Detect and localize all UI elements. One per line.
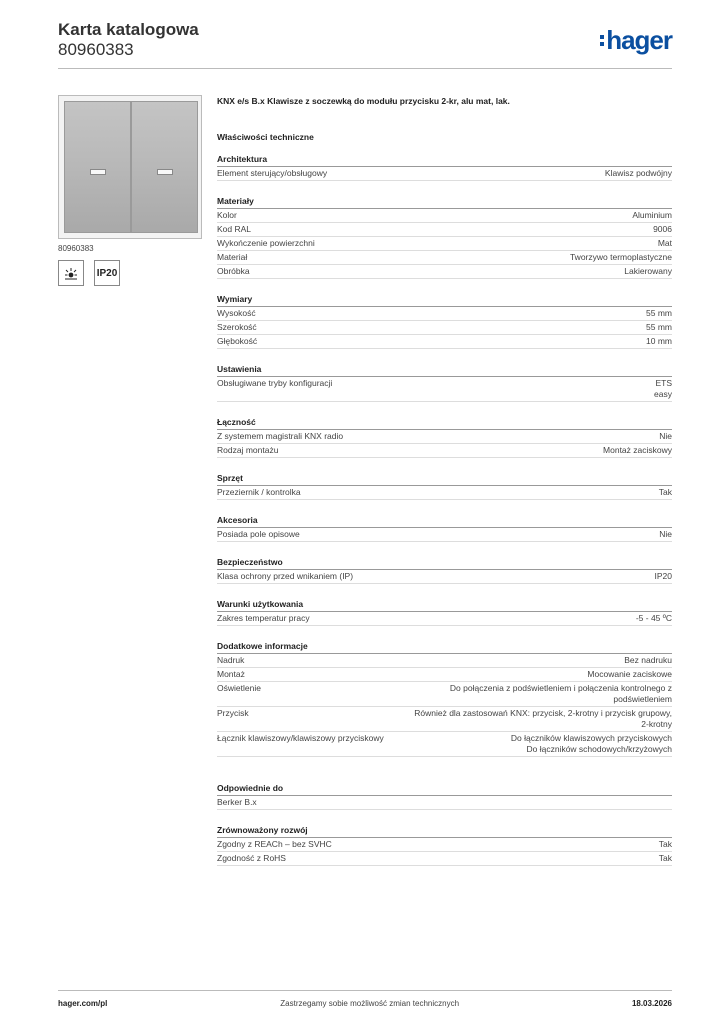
spec-value (624, 655, 672, 666)
spec-value-line: 9006 (653, 224, 672, 234)
spec-row (217, 838, 672, 852)
spec-value-line: 10 mm (646, 336, 672, 346)
image-code: 80960383 (58, 244, 94, 253)
spec-row (217, 251, 672, 265)
section-title: Bezpieczeństwo (217, 557, 672, 570)
spec-value-line: Tworzywo termoplastyczne (569, 252, 672, 262)
spec-value-line: easy (654, 389, 672, 399)
section-title: Dodatkowe informacje (217, 641, 672, 654)
spec-value-line: Do łączników klawiszowych przyciskowych (510, 733, 672, 743)
ip20-badge: IP20 (94, 260, 120, 286)
spec-section (217, 294, 672, 349)
spec-label: Rodzaj montażu (217, 445, 279, 455)
spec-value (511, 733, 672, 755)
spec-value-line: Również dla zastosowań KNX: przycisk, 2-krotny i przycisk grupowy, 2-krotny (414, 708, 672, 729)
logo-text: hager (606, 25, 672, 55)
spec-value (646, 308, 672, 319)
spec-value (605, 168, 672, 179)
spec-value (603, 445, 672, 456)
rocker-left (64, 101, 131, 233)
section-title: Materiały (217, 196, 672, 209)
footer-date: 18.03.2026 (631, 999, 672, 1008)
spec-value (659, 431, 672, 442)
spec-row (217, 612, 672, 626)
spec-label: Kod RAL (217, 224, 252, 234)
spec-label: Element sterujący/obsługowy (217, 168, 328, 178)
spec-value (632, 210, 672, 221)
spec-value-line: Nie (659, 431, 672, 441)
footer-website: hager.com/pl (58, 999, 108, 1008)
spec-value-line: Mocowanie zaciskowe (587, 669, 672, 679)
spec-row (217, 654, 672, 668)
spec-value (654, 378, 672, 400)
section-title: Zrównoważony rozwój (217, 825, 672, 838)
section-title: Ustawienia (217, 364, 672, 377)
spec-value (653, 224, 672, 235)
sustainability-section (217, 825, 672, 866)
spec-label: Wysokość (217, 308, 256, 318)
spec-row (217, 167, 672, 181)
spec-row (217, 444, 672, 458)
spec-value (412, 708, 672, 730)
spec-row (217, 796, 672, 810)
spec-value-line: Do łączników schodowych/krzyżowych (526, 744, 672, 754)
spec-label: Oświetlenie (217, 683, 261, 693)
spec-label: Klasa ochrony przed wnikaniem (IP) (217, 571, 354, 581)
spec-value-line: ETS (655, 378, 672, 388)
spec-value-line: Tak (658, 487, 672, 497)
product-description: KNX e/s B.x Klawisze z soczewką do modułu przycisku 2-kr, alu mat, lak. (217, 96, 510, 106)
spec-row (217, 430, 672, 444)
light-indicator-icon (58, 260, 84, 286)
spec-row (217, 668, 672, 682)
section-title: Warunki użytkowania (217, 599, 672, 612)
spec-label: Zgodność z RoHS (217, 853, 286, 863)
footer-disclaimer: Zastrzegamy sobie możliwość zmian technicznych (280, 999, 460, 1008)
spec-label: Nadruk (217, 655, 245, 665)
section-title: Architektura (217, 154, 672, 167)
spec-section (217, 154, 672, 181)
spec-row (217, 265, 672, 279)
spec-row (217, 321, 672, 335)
spec-label: Obróbka (217, 266, 250, 276)
section-title: Łączność (217, 417, 672, 430)
spec-row (217, 707, 672, 732)
spec-row (217, 852, 672, 866)
spec-row (217, 335, 672, 349)
spec-value (646, 336, 672, 347)
spec-label: Wykończenie powierzchni (217, 238, 315, 248)
spec-value-line: Aluminium (632, 210, 672, 220)
product-number: 80960383 (58, 40, 134, 59)
spec-row (217, 237, 672, 251)
spec-value-line: Montaż zaciskowy (603, 445, 672, 455)
spec-label: Posiada pole opisowe (217, 529, 300, 539)
spec-section (217, 364, 672, 402)
document-header (58, 20, 199, 60)
section-title: Akcesoria (217, 515, 672, 528)
spec-value (655, 571, 673, 582)
spec-label: Kolor (217, 210, 237, 220)
spec-section (217, 641, 672, 757)
hager-logo (600, 26, 672, 54)
spec-column (217, 95, 672, 866)
lens (157, 169, 173, 175)
spec-value-line: Bez nadruku (624, 655, 672, 665)
spec-value (570, 252, 672, 263)
rocker-right (131, 101, 198, 233)
suitable-section (217, 783, 672, 810)
spec-row (217, 486, 672, 500)
page-footer (58, 990, 672, 1008)
spec-label: Materiał (217, 252, 248, 262)
spec-value (412, 683, 672, 705)
logo-dots-icon (600, 35, 604, 46)
spec-section (217, 473, 672, 500)
spec-value-line: Klawisz podwójny (604, 168, 672, 178)
spec-label: Zgodny z REACh – bez SVHC (217, 839, 332, 849)
spec-section (217, 557, 672, 584)
lens (90, 169, 106, 175)
document-title: Karta katalogowa (58, 20, 199, 39)
section-title: Wymiary (217, 294, 672, 307)
spec-section (217, 599, 672, 626)
spec-section (217, 515, 672, 542)
spec-label: Przycisk (217, 708, 249, 718)
spec-value-line: IP20 (654, 571, 672, 581)
section-title: Odpowiednie do (217, 783, 672, 796)
spec-value: Tak (658, 853, 672, 863)
spec-label: Z systemem magistrali KNX radio (217, 431, 344, 441)
spec-row (217, 732, 672, 757)
spec-row (217, 682, 672, 707)
product-image (58, 95, 202, 239)
spec-value (636, 613, 672, 624)
tech-properties-header: Właściwości techniczne (217, 132, 314, 142)
spec-section (217, 196, 672, 279)
spec-row (217, 223, 672, 237)
spec-value (658, 238, 672, 249)
spec-row (217, 209, 672, 223)
badge-row (58, 260, 202, 286)
spec-value-line: 55 mm (646, 322, 672, 332)
spec-row (217, 570, 672, 584)
section-title: Sprzęt (217, 473, 672, 486)
spec-label: Obsługiwane tryby konfiguracji (217, 378, 333, 388)
spec-value-line: Nie (659, 529, 672, 539)
header-divider (58, 68, 672, 69)
spec-value-line: 55 mm (646, 308, 672, 318)
spec-row (217, 377, 672, 402)
spec-label: Głębokość (217, 336, 258, 346)
product-sidebar (58, 95, 202, 286)
spec-value (646, 322, 672, 333)
spec-value-line: Lakierowany (624, 266, 672, 276)
spec-value-line: Mat (657, 238, 672, 248)
spec-label: Zakres temperatur pracy (217, 613, 310, 623)
spec-label: Przeziernik / kontrolka (217, 487, 301, 497)
spec-value (587, 669, 672, 680)
spec-label: Szerokość (217, 322, 257, 332)
spec-label: Berker B.x (217, 797, 257, 807)
spec-value-line: Do połączenia z podświetleniem i połączenia kontrolnego z podświetleniem (449, 683, 672, 704)
spec-value-line: -5 - 45 ºC (635, 613, 672, 623)
spec-sections (217, 154, 672, 757)
spec-label: Montaż (217, 669, 245, 679)
spec-value (624, 266, 672, 277)
spec-section (217, 417, 672, 458)
spec-row (217, 528, 672, 542)
spec-value: Tak (658, 839, 672, 849)
spec-value (659, 529, 672, 540)
spec-label: Łącznik klawiszowy/klawiszowy przyciskowy (217, 733, 384, 743)
spec-value (659, 487, 672, 498)
spec-row (217, 307, 672, 321)
